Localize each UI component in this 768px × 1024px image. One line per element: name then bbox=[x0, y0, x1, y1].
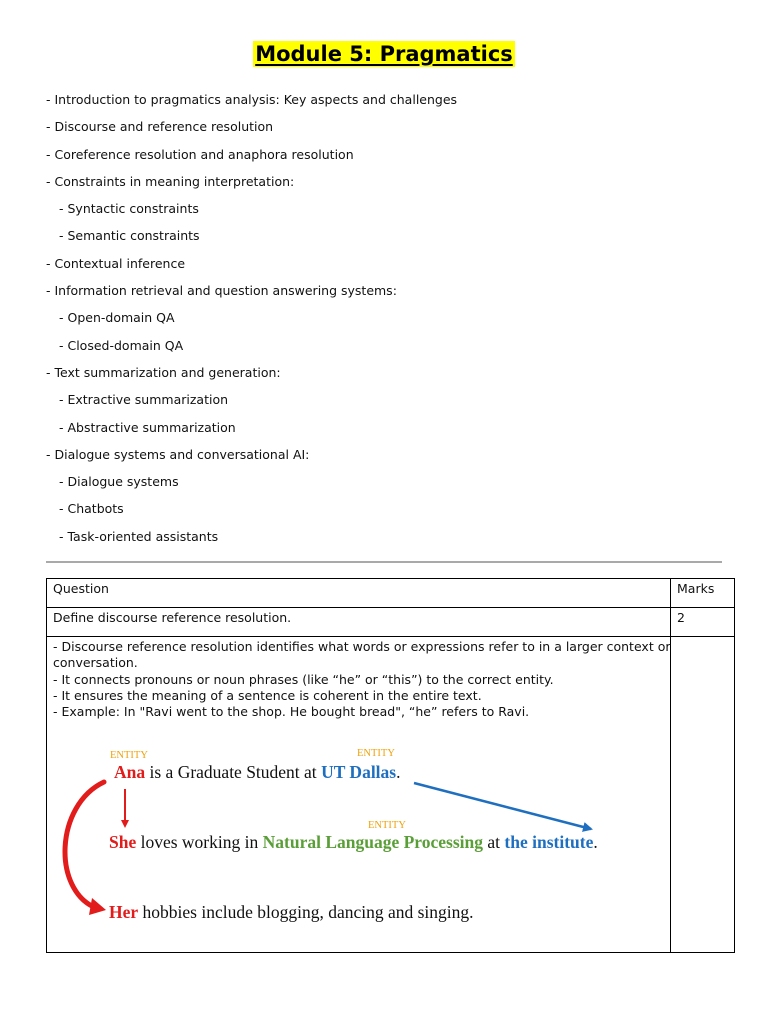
sentence-2-end: . bbox=[593, 832, 598, 852]
outline-item: - Dialogue systems and conversational AI: bbox=[46, 446, 310, 462]
answer-line: - It connects pronouns or noun phrases (like “he” or “this”) to the correct entity. bbox=[53, 671, 554, 687]
outline-item: - Constraints in meaning interpretation: bbox=[46, 173, 295, 189]
sentence-1-end: . bbox=[396, 762, 401, 782]
outline-item: - Coreference resolution and anaphora resolution bbox=[46, 146, 354, 162]
sentence-2-mid2: at bbox=[483, 832, 505, 852]
entity-label-ana: ENTITY bbox=[110, 750, 148, 761]
sentence-2-mid: loves working in bbox=[136, 832, 263, 852]
outline-item: - Information retrieval and question answering systems: bbox=[46, 283, 397, 299]
outline-item: - Text summarization and generation: bbox=[46, 364, 281, 380]
answer-line: - Example: In "Ravi went to the shop. He bought bread", “he” refers to Ravi. bbox=[53, 704, 530, 720]
answer-cell bbox=[47, 637, 671, 953]
answer-row bbox=[47, 637, 735, 953]
sentence-3-rest: hobbies include blogging, dancing and singing. bbox=[138, 902, 474, 922]
section-divider bbox=[46, 561, 722, 563]
outline-subitem: - Abstractive summarization bbox=[59, 419, 236, 435]
outline-subitem: - Open-domain QA bbox=[59, 310, 175, 326]
marks-cell: 2 bbox=[671, 608, 735, 637]
question-cell: Define discourse reference resolution. bbox=[47, 608, 671, 637]
ref-she: She bbox=[109, 832, 137, 852]
outline-subitem: - Syntactic constraints bbox=[59, 201, 199, 217]
outline-subitem: - Chatbots bbox=[59, 501, 124, 517]
outline-subitem: - Dialogue systems bbox=[59, 474, 179, 490]
outline-item: - Discourse and reference resolution bbox=[46, 119, 274, 135]
page-title bbox=[0, 42, 768, 66]
answer-line: - Discourse reference resolution identifies what words or expressions refer to in a larger context or bbox=[53, 639, 671, 654]
outline-subitem: - Extractive summarization bbox=[59, 392, 229, 408]
page-title-text: Module 5: Pragmatics bbox=[255, 42, 513, 66]
entity-ut-dallas: UT Dallas bbox=[321, 762, 397, 782]
table-row bbox=[47, 608, 735, 637]
outline-subitem: - Task-oriented assistants bbox=[59, 528, 219, 544]
answer-text bbox=[53, 639, 671, 720]
header-question: Question bbox=[47, 579, 671, 608]
topic-outline bbox=[46, 86, 457, 550]
sentence-1-mid: is a Graduate Student at bbox=[145, 762, 322, 782]
answer-marks-cell bbox=[671, 637, 735, 953]
ref-her: Her bbox=[109, 902, 139, 922]
header-marks: Marks bbox=[671, 579, 735, 608]
ref-ana: Ana bbox=[114, 762, 146, 782]
table-header-row bbox=[47, 579, 735, 608]
outline-item: - Contextual inference bbox=[46, 255, 186, 271]
entity-the-institute: the institute bbox=[504, 832, 594, 852]
outline-item: - Introduction to pragmatics analysis: Key aspects and challenges bbox=[46, 92, 458, 107]
question-table bbox=[46, 578, 735, 953]
entity-label-ut-dallas: ENTITY bbox=[357, 748, 395, 759]
entity-label-nlp: ENTITY bbox=[368, 820, 406, 831]
entity-nlp: Natural Language Processing bbox=[262, 832, 483, 852]
answer-line: conversation. bbox=[53, 655, 138, 671]
outline-subitem: - Semantic constraints bbox=[59, 228, 200, 244]
outline-subitem: - Closed-domain QA bbox=[59, 337, 184, 353]
answer-line: - It ensures the meaning of a sentence is coherent in the entire text. bbox=[53, 687, 482, 703]
